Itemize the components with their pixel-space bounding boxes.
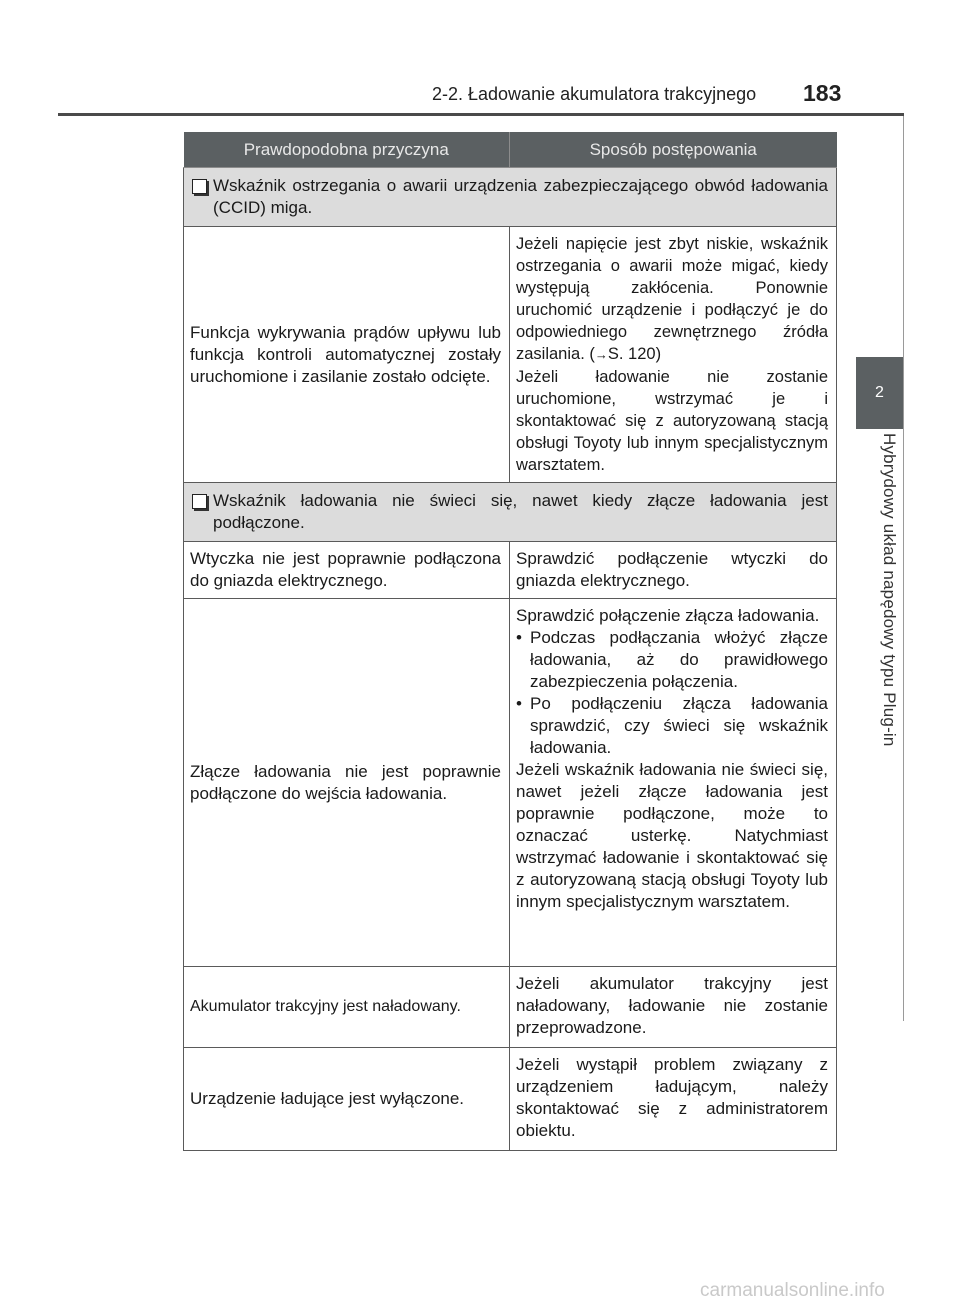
section-title-text: Wskaźnik ostrzegania o awarii urządzenia zabezpieczającego obwód ładowania (CCID) miga.: [213, 176, 828, 217]
section-header-row: [184, 168, 837, 227]
table-header-row: [184, 132, 837, 168]
list-item-text: Podczas podłączania włożyć złącze ładowania, aż do prawidłowego zabezpieczenia połączenia.: [530, 628, 828, 691]
solution-text: Sprawdzić połączenie złącza ładowania.: [516, 606, 820, 625]
section-title: 2-2. Ładowanie akumulatora trakcyjnego: [432, 84, 757, 104]
solution-text: Jeżeli napięcie jest zbyt niskie, wskaźnik ostrzegania o awarii może migać, kiedy występują zakłócenia. Ponownie uruchomić urządzenie i podłączyć je do odpowiedniego zewnętrznego źródła zasilania. (: [516, 235, 828, 363]
cause-cell: Akumulator trakcyjny jest naładowany.: [184, 967, 510, 1048]
table-row: [184, 542, 837, 599]
table-row: [184, 227, 837, 483]
column-header-solution: Sposób postępowania: [510, 132, 837, 168]
solution-cell: Jeżeli wystąpił problem związany z urządzeniem ładującym, należy skontaktować się z administratorem obiektu.: [510, 1048, 837, 1151]
chapter-number: 2: [875, 384, 884, 401]
table-row: [184, 599, 837, 967]
section-header-charging-indicator: [184, 483, 837, 542]
cause-cell: Wtyczka nie jest poprawnie podłączona do gniazda elektrycznego.: [184, 542, 510, 599]
chapter-tab[interactable]: [856, 357, 903, 429]
solution-cell: [510, 599, 837, 967]
cause-cell: Złącze ładowania nie jest poprawnie podłączone do wejścia ładowania.: [184, 599, 510, 967]
header-divider: [58, 113, 904, 116]
page-number: 183: [803, 80, 842, 106]
page-reference-link[interactable]: S. 120): [607, 345, 662, 363]
list-item: [516, 627, 828, 693]
section-header-row: [184, 483, 837, 542]
solution-text: Jeżeli ładowanie nie zostanie uruchomione, wstrzymać je i skontaktować się z autoryzowaną stacją obsługi Toyoty lub innym specjalistycznym warsztatem.: [516, 368, 828, 474]
list-item: [516, 693, 828, 759]
checkbox-bullet-icon: [192, 179, 207, 194]
bullet-icon: •: [516, 628, 522, 647]
section-header-ccid: [184, 168, 837, 227]
cause-cell: Urządzenie ładujące jest wyłączone.: [184, 1048, 510, 1151]
solution-cell: [510, 227, 837, 483]
chapter-title: Hybrydowy układ napędowy typu Plug-in: [880, 433, 899, 747]
table-row: [184, 967, 837, 1048]
table-row: [184, 1048, 837, 1151]
watermark-logo: carmanualsonline.info: [700, 1280, 885, 1301]
troubleshooting-table: [183, 132, 837, 1151]
section-title-text: Wskaźnik ładowania nie świeci się, nawet kiedy złącze ładowania jest podłączone.: [213, 491, 828, 532]
bullet-icon: •: [516, 694, 522, 713]
list-item-text: Po podłączeniu złącza ładowania sprawdzić, czy świeci się wskaźnik ładowania.: [530, 694, 828, 757]
solution-cell: Jeżeli akumulator trakcyjny jest naładowany, ładowanie nie zostanie przeprowadzone.: [510, 967, 837, 1048]
solution-cell: Sprawdzić podłączenie wtyczki do gniazda elektrycznego.: [510, 542, 837, 599]
solution-text: Jeżeli wskaźnik ładowania nie świeci się, nawet jeżeli złącze ładowania jest poprawnie podłączone, może to oznaczać usterkę. Natychmiast wstrzymać ładowanie i skontaktować się z autoryzowaną stacją obsługi Toyoty lub innym specjalistycznym warsztatem.: [516, 760, 828, 911]
checkbox-bullet-icon: [192, 494, 207, 509]
side-tab-divider: [903, 116, 904, 1021]
cause-cell: Funkcja wykrywania prądów upływu lub funkcja kontroli automatycznej zostały uruchomione i zasilanie zostało odcięte.: [184, 227, 510, 483]
column-header-cause: Prawdopodobna przyczyna: [184, 132, 510, 168]
page-reference-arrow-icon: →: [594, 347, 608, 362]
